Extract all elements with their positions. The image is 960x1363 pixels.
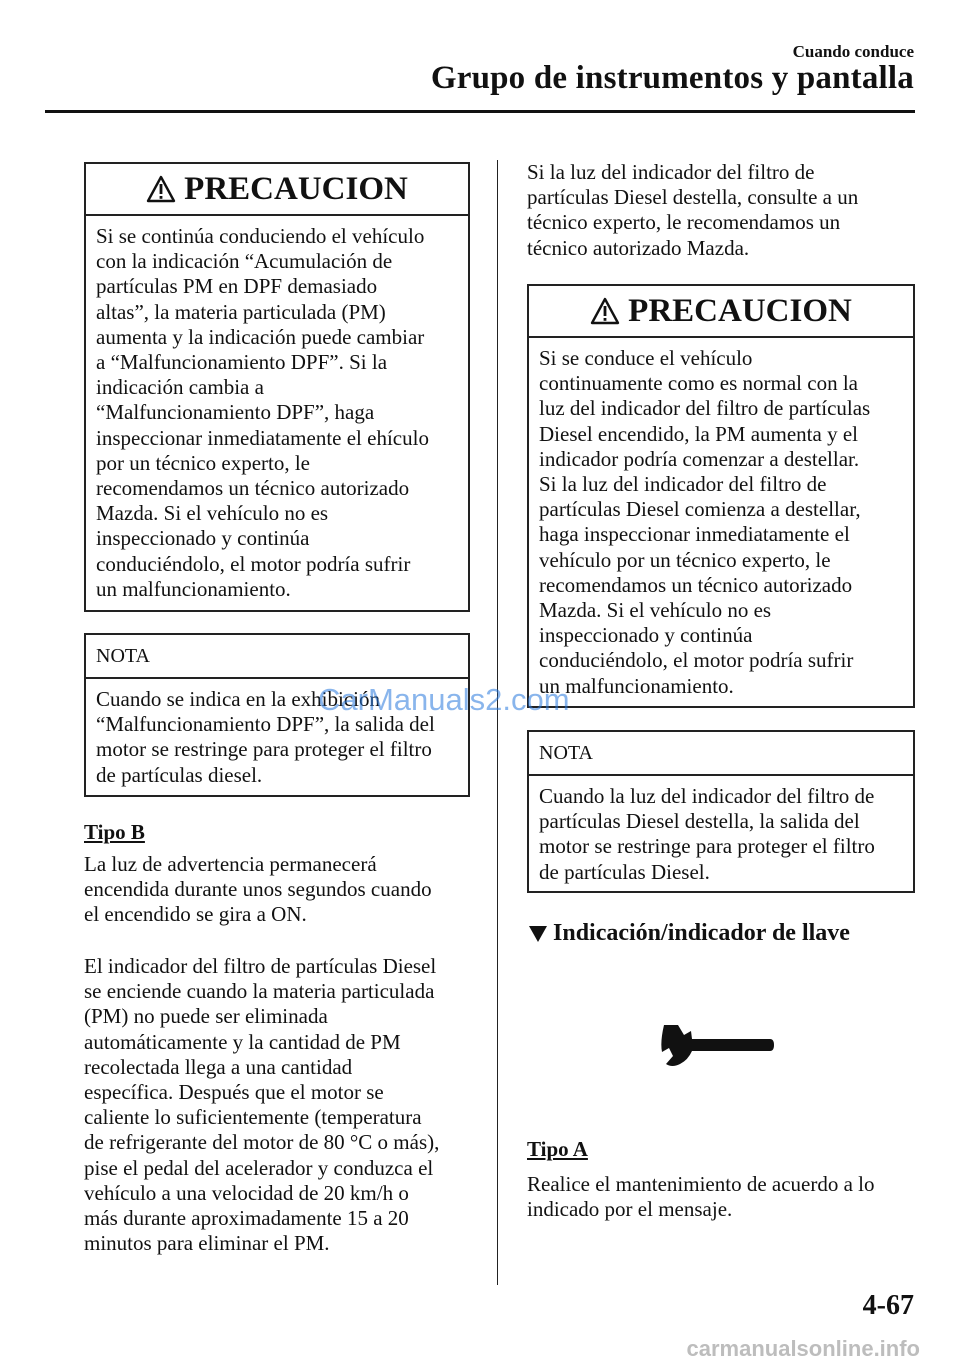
caution-body-2 [529, 338, 913, 707]
text-line: partículas Diesel destella, la salida del [539, 809, 860, 834]
text-line: inspeccionado y continúa [539, 623, 753, 648]
text-line: se enciende cuando la materia particulada [84, 979, 435, 1004]
section-heading-text: Indicación/indicador de llave [553, 920, 850, 946]
text-line: recolectada llega a una cantidad [84, 1054, 353, 1079]
text-line: (PM) no puede ser eliminada [84, 1004, 328, 1029]
left-paragraph-1 [84, 852, 484, 928]
text-line: Cuando se indica en la exhibición [96, 687, 381, 711]
text-line: Cuando la luz del indicador del filtro de [539, 784, 875, 808]
text-line: más durante aproximadamente 15 a 20 [84, 1206, 409, 1231]
text-line: Si la luz del indicador del filtro de [539, 472, 827, 497]
warning-icon [146, 175, 176, 203]
text-line: “Malfuncionamiento DPF”, la salida del [96, 712, 435, 737]
text-line: caliente lo suficientemente (temperatura [84, 1105, 422, 1130]
text-line: vehículo a una velocidad de 20 km/h o [84, 1180, 409, 1205]
caution-title-1: PRECAUCION [184, 170, 408, 207]
text-line: por un técnico experto, le [96, 450, 310, 475]
caution-box-2 [527, 284, 915, 708]
caution-body-1 [86, 216, 468, 610]
text-line: Si se continúa conduciendo el vehículo [96, 224, 425, 248]
note-box-2 [527, 730, 915, 893]
text-line: continuamente como es normal con la [539, 371, 858, 396]
header-rule [45, 110, 915, 113]
text-line: pise el pedal del acelerador y conduzca el [84, 1155, 434, 1180]
watermark: CarManuals2.com [318, 682, 570, 717]
text-line: de partículas diesel. [96, 762, 263, 787]
text-line: El indicador del filtro de partículas Diesel [84, 954, 437, 978]
caution-title-2: PRECAUCION [628, 292, 852, 329]
right-paragraph-2 [527, 1172, 927, 1222]
text-line: Mazda. Si el vehículo no es [96, 501, 329, 526]
page-number: 4-67 [862, 1290, 914, 1321]
section-heading [529, 920, 850, 947]
text-line: a “Malfuncionamiento DPF”. Si la [96, 350, 388, 375]
text-line: de refrigerante del motor de 80 °C o más), [84, 1130, 440, 1155]
text-line: aumenta y la indicación puede cambiar [96, 324, 425, 349]
text-line: conduciéndolo, el motor podría sufrir [96, 551, 411, 576]
caution-box-1 [84, 162, 470, 612]
wrench-icon [660, 1020, 776, 1072]
tipo-b-label: Tipo B [84, 820, 145, 844]
text-line: haga inspeccionar inmediatamente el [539, 522, 850, 547]
text-line: conduciéndolo, el motor podría sufrir [539, 648, 854, 673]
text-line: recomendamos un técnico autorizado [539, 572, 853, 597]
text-line: un malfuncionamiento. [539, 673, 734, 698]
section-label: Cuando conduce [792, 42, 914, 61]
text-line: inspeccionar inmediatamente el ehículo [96, 425, 429, 450]
text-line: recomendamos un técnico autorizado [96, 476, 410, 501]
text-line: partículas Diesel destella, consulte a un [527, 185, 859, 210]
text-line: inspeccionado y continúa [96, 526, 310, 551]
footer-site-watermark: carmanualsonline.info [686, 1336, 920, 1361]
text-line: motor se restringe para proteger el filtro [539, 834, 875, 859]
text-line: altas”, la materia particulada (PM) [96, 299, 386, 324]
text-line: de partículas Diesel. [539, 859, 710, 884]
text-line: Diesel encendido, la PM aumenta y el [539, 421, 858, 446]
note-header-1: NOTA [86, 635, 468, 679]
text-line: el encendido se gira a ON. [84, 902, 307, 927]
right-paragraph-1 [527, 160, 927, 261]
text-line: Realice el mantenimiento de acuerdo a lo [527, 1172, 875, 1196]
text-line: con la indicación “Acumulación de [96, 249, 393, 274]
text-line: Si se conduce el vehículo [539, 346, 753, 370]
text-line: La luz de advertencia permanecerá [84, 852, 377, 876]
text-line: técnico experto, le recomendamos un [527, 210, 841, 235]
page-title: Grupo de instrumentos y pantalla [430, 60, 914, 96]
text-line: indicado por el mensaje. [527, 1197, 733, 1222]
warning-icon [590, 297, 620, 325]
text-line: un malfuncionamiento. [96, 576, 291, 601]
note-body-2 [529, 776, 913, 893]
column-divider [497, 160, 498, 1285]
caution-header-2 [529, 286, 913, 338]
text-line: Si la luz del indicador del filtro de [527, 160, 815, 184]
text-line: luz del indicador del filtro de partículas [539, 396, 871, 421]
text-line: partículas PM en DPF demasiado [96, 274, 378, 299]
text-line: vehículo por un técnico experto, le [539, 547, 831, 572]
tipo-a-label: Tipo A [527, 1137, 588, 1161]
text-line: Mazda. Si el vehículo no es [539, 598, 772, 623]
text-line: “Malfuncionamiento DPF”, haga [96, 400, 375, 425]
text-line: automáticamente y la cantidad de PM [84, 1029, 401, 1054]
text-line: encendida durante unos segundos cuando [84, 877, 432, 902]
text-line: específica. Después que el motor se [84, 1080, 384, 1105]
caution-header-1 [86, 164, 468, 216]
text-line: técnico autorizado Mazda. [527, 235, 750, 260]
left-paragraph-2 [84, 954, 494, 1256]
triangle-bullet-icon [529, 926, 547, 942]
text-line: minutos para eliminar el PM. [84, 1231, 330, 1256]
text-line: partículas Diesel comienza a destellar, [539, 497, 861, 522]
text-line: indicación cambia a [96, 375, 264, 400]
text-line: motor se restringe para proteger el filtro [96, 737, 432, 762]
text-line: indicador podría comenzar a destellar. [539, 446, 860, 471]
note-header-2: NOTA [529, 732, 913, 776]
